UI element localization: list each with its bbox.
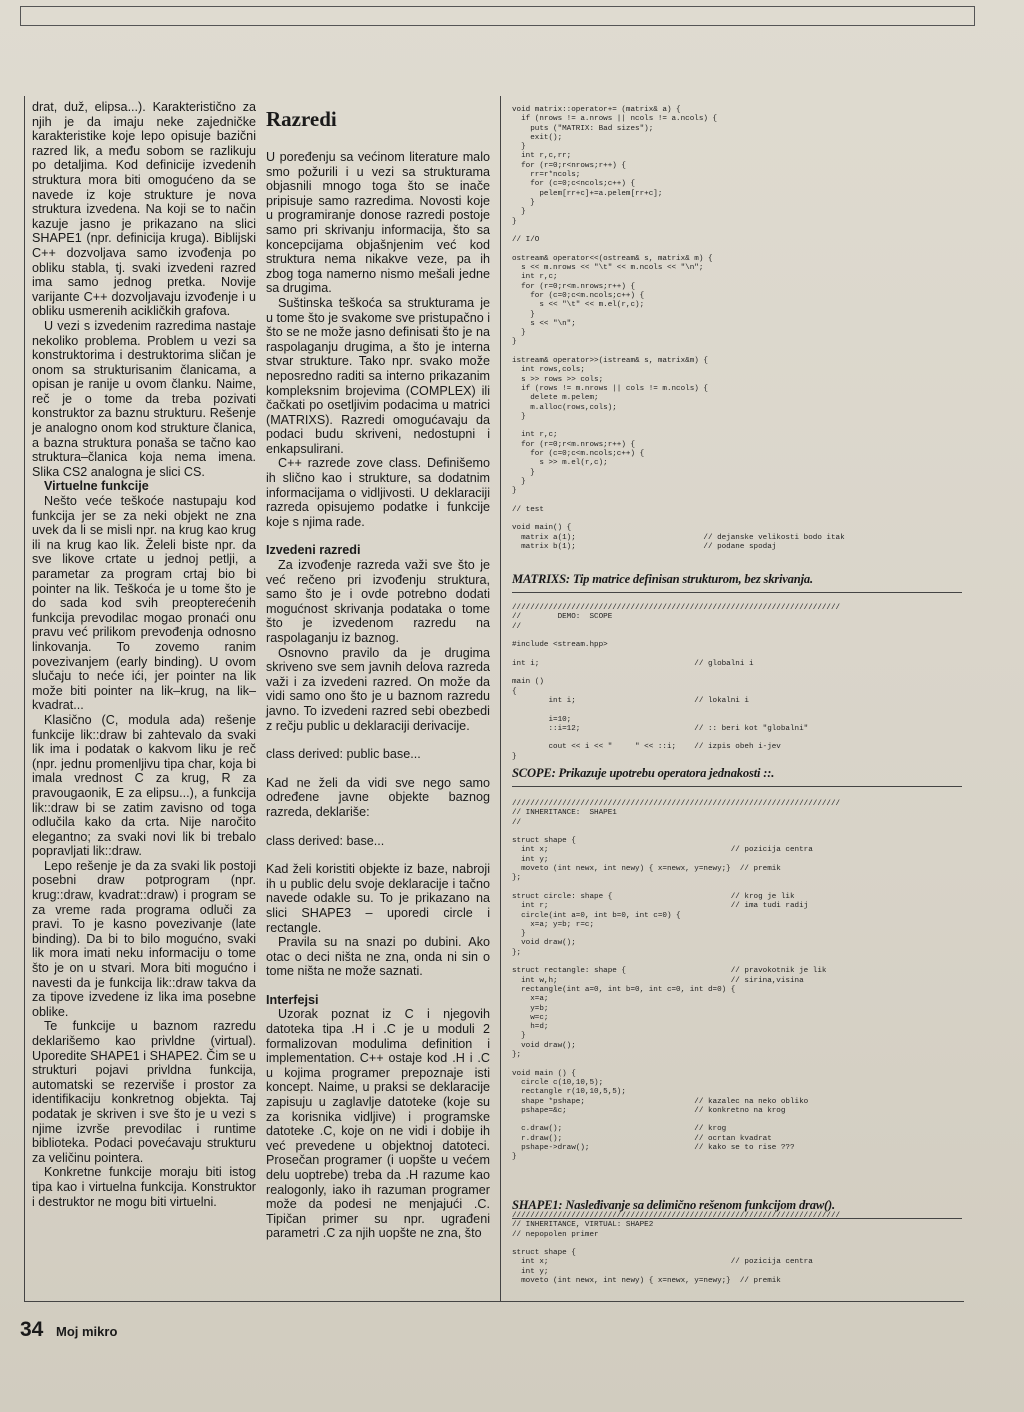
paragraph: Konkretne funkcije moraju biti istog tipa kao i virtuelna funkcija. Konstruktor i destruktor ne mogu biti virtuelni. xyxy=(32,1165,256,1209)
paragraph: Uzorak poznat iz C i njegovih datoteka tipa .H i .C je u moduli 2 formalizovan modulima definition i implementation. C++ ostaje kod .H i .C u kojima programer prepoznaje isti koncept. Naime, u praksi se deklaracije zapisuju u zaglavlje datoteke (koje su za korisnika vidljive) i programske datoteke .C, koje on ne vidi i dobije ih već prevedene u objektnoj datoteci. Prosečan programer (i uopšte u većem delu uoptrebe) treba da .H razume kao realogonly, iako ih razuman programer može da podesi ne menjajući .C. Tipičan primer su npr. ugrađeni parametri .C za njih uopšte ne zna, što xyxy=(266,1007,490,1241)
caption-scope: SCOPE: Prikazuje upotrebu operatora jednakosti ::. xyxy=(512,766,775,780)
code-inline: class derived: base... xyxy=(266,833,385,848)
paragraph: C++ razrede zove class. Definišemo ih slično kao i strukture, sa dodatnim informacijama o vidljivosti. U deklaraciji razreda opisujemo podatke i funkcije koje s njima rade. xyxy=(266,456,490,529)
caption-matrix: MATRIXS: Tip matrice definisan strukturom, bez skrivanja. xyxy=(512,572,813,586)
paragraph: Nešto veće teškoće nastupaju kod funkcija jer se za neki objekt ne zna uvek da li se misli npr. na krug kao krug ili na krug kao lik. Želeli biste npr. da sve likove crtate u jednoj petlji, a parametar za program crtaj bio bi pointer na lik. Teškoća je u tome što je do sada kod svih preopterećenih funkcija prevodilac mogao pronaći onu pravu već prilikom prevođenja odnosno linkovanja. To zovemo ranim povezivanjem (early binding). U ovom slučaju to neće ići, jer pointer na lik može biti pointer na lik–krug, na lik–kvadrat... xyxy=(32,494,256,713)
paragraph: U vezi s izvedenim razredima nastaje nekoliko problema. Problem u vezi sa konstruktorima i destruktorima sličan je onom sa strukturisanim članicama, a opisan je ranije u ovom članku. Naime, reč je o tome da treba pozivati konstruktor za baznu strukturu. Rešenje je analogno onom kod strukture članica, a bazna struktura ponaša se tačno kao struktura–članica koja nema imena. Slika CS2 analogna je slici CS. xyxy=(32,318,256,479)
paragraph: Lepo rešenje je da za svaki lik postoji posebni draw potprogram (npr. krug::draw, kvadrat::draw) i program se za vreme rada programa odluči za pravi. To je kasno povezivanje (late binding). Da bi to bilo mogućno, svaki lik mora imati neku informaciju o tome što je on u stvari. Mora biti mogućno i navesti da je funkcija lik::draw takva da za tipove izvedene iz lika ima posebne oblike. xyxy=(32,858,256,1019)
left-column-rule xyxy=(24,96,25,1301)
section-title: Razredi xyxy=(266,107,337,131)
text-column-left xyxy=(32,100,256,1209)
bottom-rule xyxy=(24,1301,964,1302)
paragraph: Pravila su na snazi po dubini. Ako otac o deci ništa ne zna, onda ni sin o tome ništa ne može saznati. xyxy=(266,935,490,979)
text-column-middle xyxy=(266,106,490,1241)
paragraph: Kad ne želi da vidi sve nego samo određene javne objekte baznog razreda, deklariše: xyxy=(266,775,490,819)
code-listing-shape2: //////////////////////////////////////////////////////////////////////// // INHERITANCE, VIRTUAL: SHAPE2 // nepopolen primer struct shape { int x; // pozicija centra int y; moveto (int newx, int newy) { x=newx, y=newy;} // premik xyxy=(512,1212,841,1286)
code-inline: class derived: public base... xyxy=(266,747,421,762)
caption-rule xyxy=(512,592,962,593)
paragraph: Te funkcije u baznom razredu deklarišemo kao privldne (virtual). Uporedite SHAPE1 i SHAPE2. Čim se u strukturi pojavi privldna funkcija, automatski se rezerviše i prostor za identifikaciju konkretnog objekta. Taj podatak je skriven i sve što je u vezi s njime izvrše prevodilac i runtime biblioteka. Podaci povećavaju strukturu za veličinu pointera. xyxy=(32,1019,256,1165)
page-number: 34 xyxy=(20,1318,44,1341)
subheading-derived-classes: Izvedeni razredi xyxy=(266,543,361,558)
right-column-rule xyxy=(500,96,501,1301)
paragraph: drat, duž, elipsa...). Karakteristično za njih je da imaju neke zajedničke karakteristike koje lepo opisuje bazični razred lik, a među sobom se razlikuju po detaljima. Kod definicije izvedenih struktura mora biti omogućeno da se navede iz koje strukture je nova struktura izvedena. Na koji se to način kazuje jasno je prikazano na slici SHAPE1 (npr. definicija kruga). Biblijski C++ dozvoljava samo izvođenja po obliku stabla, tj. svaki izvedeni razred ima samo jednog pretka. Novije varijante C++ dozvoljavaju izvođenje i u obliku usmerenih acikličkih grafova. xyxy=(32,100,256,319)
paragraph: Suštinska teškoća sa strukturama je u tome što je svakome sve pristupačno i što se ne može jasno definisati što je na raspolaganju drugima, a što je interna stvar strukture. Tako npr. svako može neposredno raditi sa interno prikazanim kompleksnim brojevima (COMPLEX) ili čačkati po osetljivim podacima u matrici (MATRIXS). Razredi omogućavaju da podaci budu skriveni, nedostupni i enkapsulirani. xyxy=(266,295,490,456)
code-listing-scope: //////////////////////////////////////////////////////////////////////// // DEMO: SCOPE // #include <stream.hpp> int i; // globalni i main () { int i; // lokalni i i=10; ::i=12; // :: beri kot "globalni" cout << i << " " << ::i; // izpis obeh i-jev } xyxy=(512,604,841,761)
caption-rule xyxy=(512,786,962,787)
top-frame xyxy=(20,6,975,26)
paragraph: U poređenju sa većinom literature malo smo požurili i u vezi sa strukturama objasnili mnogo toga što se inače pripisuje samo razredima. Novosti koje u programiranje donose razredi postoje samo pri skrivanju informacija, što sa koncepcijama objašnjenim već kod struktura nema nikakve veze, pa ih zbog toga namerno nismo mešali jedne sa drugima. xyxy=(266,150,490,296)
paragraph: Osnovno pravilo da je drugima skriveno sve sem javnih delova razreda važi i za izvedeni razred. On može da vidi samo ono što je u baznom razredu javno. To izvedeni razred sebi obezbedi z rečju public u deklaraciji derivacije. xyxy=(266,645,490,733)
code-listing-matrix: void matrix::operator+= (matrix& a) { if (nrows != a.nrows || ncols != a.ncols) { puts ("MATRIX: Bad sizes"); exit(); } int r,c,rr; for (r=0;r<nrows;r++) { rr=r*ncols; for (c=0;c<ncols;c++) { pelem[rr+c]+=a.pelem[rr+c]; } } } // I/O ostream& operator<<(ostream& s, matrix& m) { s << m.nrows << "\t" << m.ncols << "\n"; int r,c; for (r=0;r<m.nrows;r++) { for (c=0;c<m.ncols;c++) { s << "\t" << m.el(r,c); } s << "\n"; } } istream& operator>>(istream& s, matrix&m) { int rows,cols; s >> rows >> cols; if (rows != m.nrows || cols != m.ncols) { delete m.pelem; m.alloc(rows,cols); } int r,c; for (r=0;r<m.nrows;r++) { for (c=0;c<m.ncols;c++) { s >> m.el(r,c); } } } // test void main() { matrix a(1); // dejanske velikosti bodo itak matrix b(1); // podane spodaj xyxy=(512,106,845,551)
code-listing-shape1: //////////////////////////////////////////////////////////////////////// // INHERITANCE: SHAPE1 // struct shape { int x; // pozicija centra int y; moveto (int newx, int newy) { x=newx, y=newy;} // premik }; struct circle: shape { // krog je lik int r; // ima tudi radij circle(int a=0, int b=0, int c=0) { x=a; y=b; r=c; } void draw(); }; struct rectangle: shape { // pravokotnik je lik int w,h; // sirina,visina rectangle(int a=0, int b=0, int c=0, int d=0) { x=a; y=b; w=c; h=d; } void draw(); }; void main () { circle c(10,10,5); rectangle r(10,10,5,5); shape *pshape; // kazalec na neko obliko pshape=&c; // konkretno na krog c.draw(); // krog r.draw(); // ocrtan kvadrat pshape->draw(); // kako se to rise ??? } xyxy=(512,800,841,1162)
paragraph: Za izvođenje razreda važi sve što je već rečeno pri izvođenju struktura, samo što je i ovde potrebno dodati mogućnost skrivanja podataka o tome što je izvedenom razredu na raspolaganju iz baznog. xyxy=(266,558,490,645)
paragraph: Kad želi koristiti objekte iz baze, nabroji ih u public delu svoje deklaracije i tačno navede odakle su. To je prikazano na slici SHAPE3 – uporedi circle i rectangle. xyxy=(266,862,490,935)
paragraph: Klasično (C, modula ada) rešenje funkcije lik::draw bi zahtevalo da svaki lik ima i podatak o kakvom liku je reč (npr. jednu promenljivu tipa char, koja bi imala vrednost C za krug, R za pravougaonik, E za elipsu...), a funkcija lik::draw bi se zatim zavisno od toga odlučila kako da crta. Nije naročito elegantno; za svaki novi lik bi trebalo popravljati lik::draw. xyxy=(32,712,256,859)
magazine-name: Moj mikro xyxy=(56,1324,118,1339)
subheading-interfaces: Interfejsi xyxy=(266,992,319,1007)
subheading-virtual-functions: Virtuelne funkcije xyxy=(44,479,149,494)
caption-shape1: SHAPE1: Nasleđivanje sa delimično rešenom funkcijom draw(). xyxy=(512,1198,835,1212)
